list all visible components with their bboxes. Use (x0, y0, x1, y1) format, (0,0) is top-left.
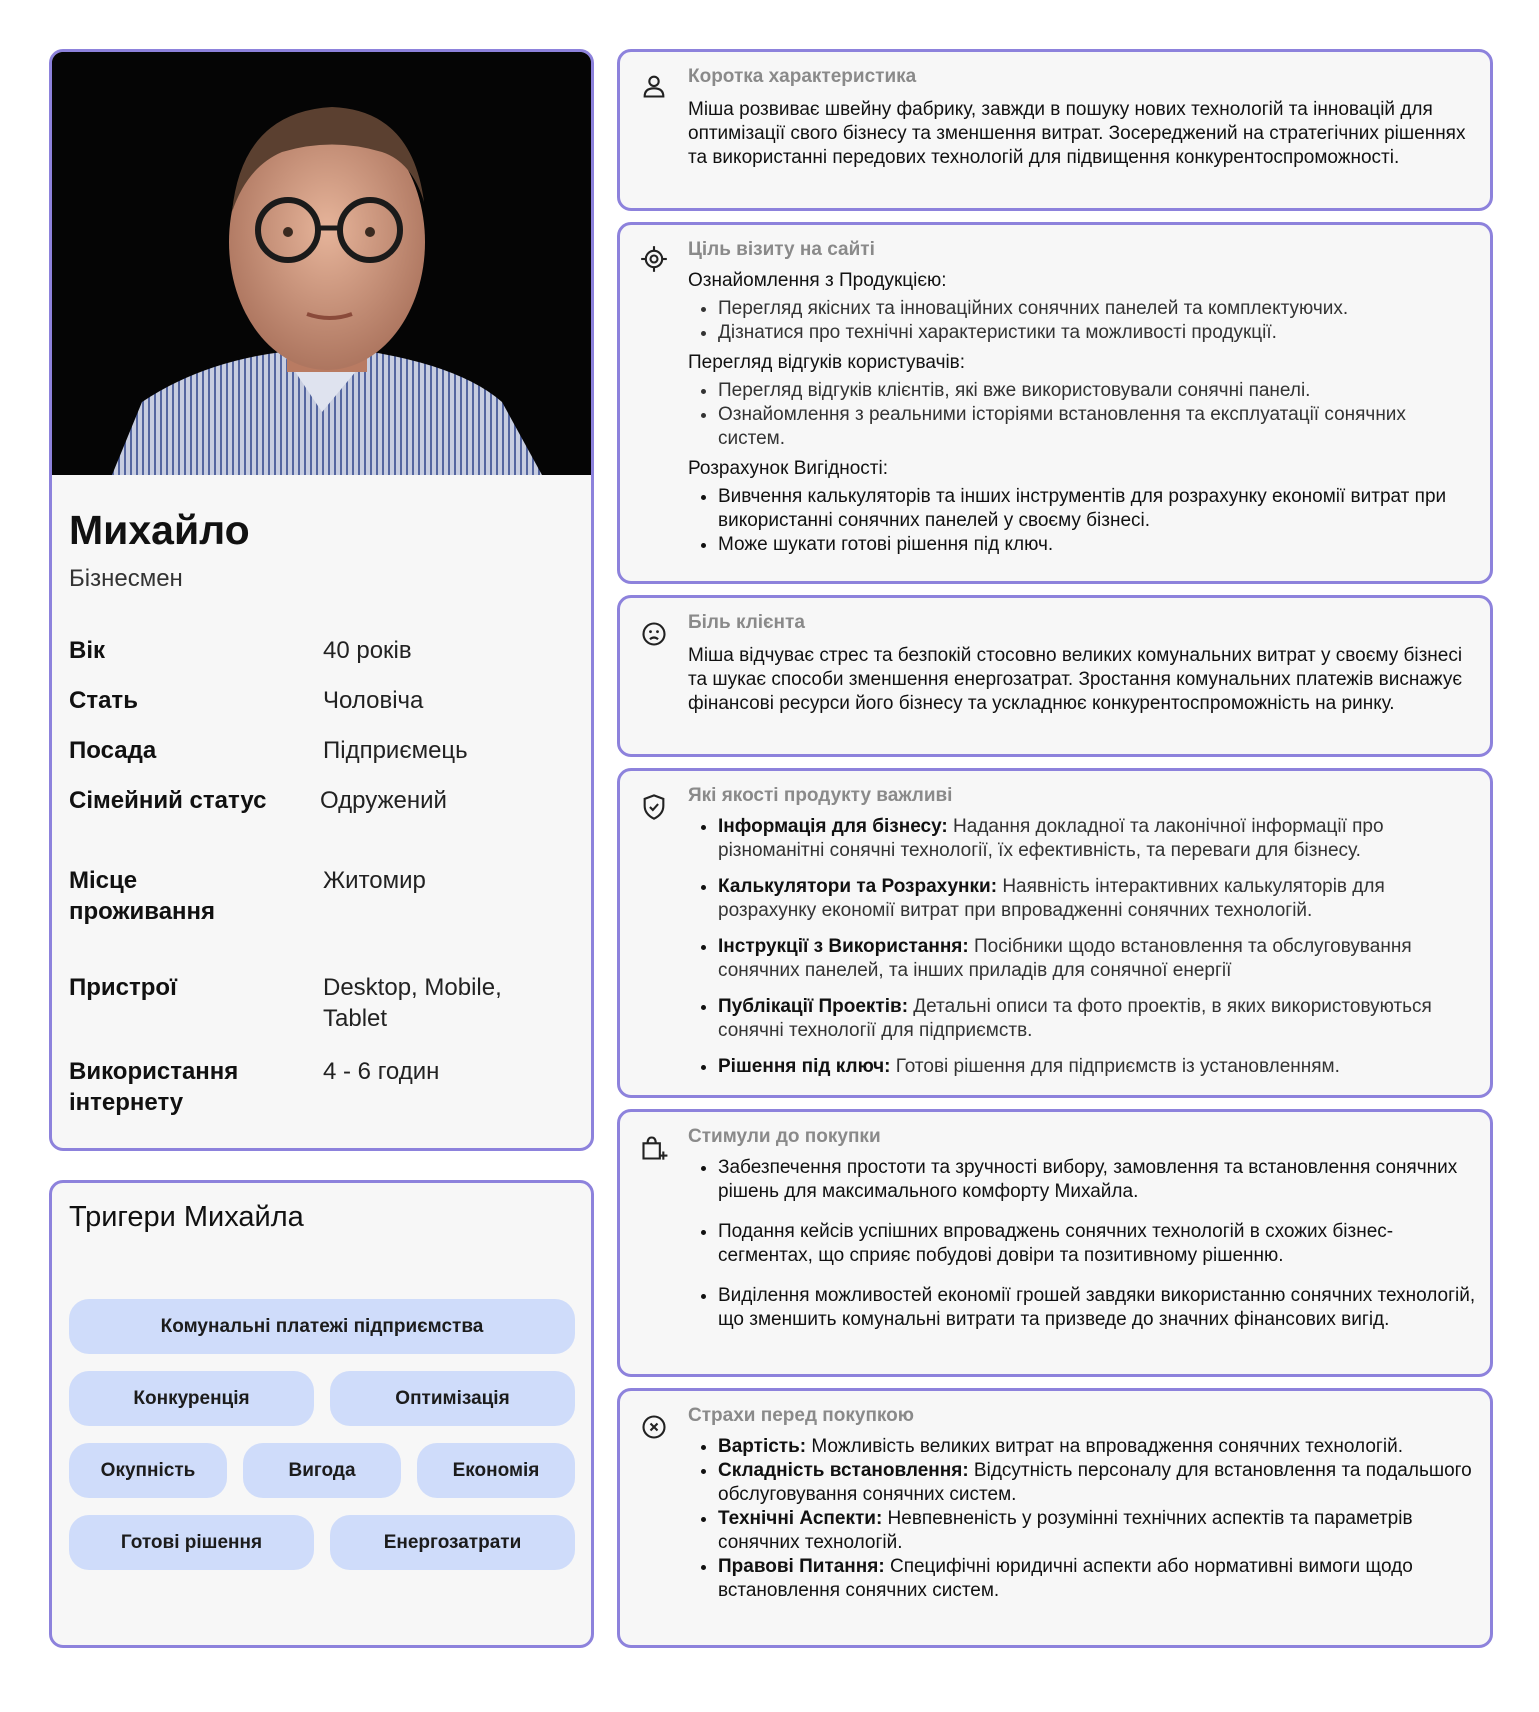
visit-goal-content (688, 269, 1478, 557)
triggers-card (49, 1180, 594, 1648)
shopping-bag-plus-icon (640, 1134, 668, 1162)
residence-label: Місце проживання (69, 867, 216, 925)
goal-group-heading: Ознайомлення з Продукцією: (688, 270, 947, 291)
devices-label: Пристрої (69, 974, 177, 1001)
list-item: • Перегляд відгуків клієнтів, які вже використовували сонячні панелі. (718, 379, 1478, 403)
visit-goal-title: Ціль візиту на сайті (688, 239, 875, 260)
position-value: Підприємець (323, 737, 468, 764)
persona-role: Бізнесмен (69, 565, 183, 592)
goal-group-heading: Розрахунок Вигідності: (688, 458, 888, 479)
residence-value: Житомир (323, 867, 426, 894)
pain-title: Біль клієнта (688, 612, 805, 633)
trigger-tag: Готові рішення (69, 1515, 314, 1570)
fears-list (688, 1435, 1478, 1603)
age-label: Вік (69, 637, 106, 664)
summary-text: Міша розвиває швейну фабрику, завжди в пошуку нових технологій та інновацій для оптимізації свого бізнесу та зменшення витрат. Зосереджений на стратегічних рішеннях та використанні передових технологій для підвищення конкурентоспроможності. (688, 99, 1466, 168)
list-item: • Виділення можливостей економії грошей завдяки використанню сонячних технологій, що зменшить комунальні витрати та призведе до значних фінансових вигід. (718, 1284, 1478, 1332)
marital-status-label: Сімейний статус (69, 787, 267, 814)
list-item: • Ознайомлення з реальними історіями встановлення та експлуатації сонячних систем. (718, 403, 1478, 451)
qualities-title: Які якості продукту важливі (688, 785, 953, 806)
list-item: • Подання кейсів успішних впроваджень сонячних технологій в схожих бізнес-сегментах, що сприяє побудові довіри та позитивному рішенню. (718, 1220, 1478, 1268)
list-item: • Публікації Проектів: Детальні описи та фото проектів, в яких використовуються сонячні технології для підприємств. (718, 995, 1478, 1043)
devices-value: Desktop, Mobile, Tablet (323, 974, 502, 1032)
list-item: • Технічні Аспекти: Невпевненість у розумінні технічних аспектів та параметрів сонячних технологій. (718, 1507, 1478, 1555)
trigger-tag: Окупність (69, 1443, 227, 1498)
stimuli-list (688, 1156, 1478, 1332)
profile-card (49, 49, 594, 1151)
list-item: • Вивчення калькуляторів та інших інструментів для розрахунку економії витрат при використанні сонячних панелей у своєму бізнесі. (718, 485, 1478, 533)
trigger-tag: Енергозатрати (330, 1515, 575, 1570)
trigger-tag: Конкуренція (69, 1371, 314, 1426)
product-qualities-card (617, 768, 1493, 1098)
triggers-title: Тригери Михайла (69, 1201, 304, 1233)
trigger-tag: Економія (417, 1443, 575, 1498)
gender-value: Чоловіча (323, 687, 424, 714)
list-item: • Інформація для бізнесу: Надання докладної та лаконічної інформації про різноманітні сонячні технології, їх ефективність, та переваги для бізнесу. (718, 815, 1478, 863)
list-item: • Дізнатися про технічні характеристики та можливості продукції. (718, 321, 1478, 345)
sad-face-icon (640, 620, 668, 648)
list-item: • Правові Питання: Специфічні юридичні аспекти або нормативні вимоги щодо встановлення сонячних систем. (718, 1555, 1478, 1603)
pain-card (617, 595, 1493, 757)
list-item: • Може шукати готові рішення під ключ. (718, 533, 1478, 557)
person-icon (640, 72, 668, 100)
trigger-tag: Комунальні платежі підприємства (69, 1299, 575, 1354)
x-circle-icon (640, 1413, 668, 1441)
list-item: • Складність встановлення: Відсутність персоналу для встановлення та подальшого обслуговування сонячних систем. (718, 1459, 1478, 1507)
goal-group-heading: Перегляд відгуків користувачів: (688, 352, 966, 373)
target-icon (640, 245, 668, 273)
trigger-tag: Вигода (243, 1443, 401, 1498)
pain-text: Міша відчуває стрес та безпокій стосовно великих комунальних витрат у своєму бізнесі та шукає способи зменшення енергозатрат. Зростання комунальних платежів виснажує фінансові ресурси його бізнесу та ускладнює конкурентоспроможність на ринку. (688, 645, 1463, 714)
internet-usage-label: Використання інтернету (69, 1058, 239, 1116)
internet-usage-value: 4 - 6 годин (323, 1058, 440, 1085)
list-item: • Калькулятори та Розрахунки: Наявність інтерактивних калькуляторів для розрахунку економії витрат при впровадженні сонячних технологій. (718, 875, 1478, 923)
list-item: • Рішення під ключ: Готові рішення для підприємств із установленням. (718, 1055, 1478, 1079)
shield-check-icon (640, 793, 668, 821)
trigger-tag: Оптимізація (330, 1371, 575, 1426)
age-value: 40 років (323, 637, 412, 664)
qualities-list (688, 815, 1478, 1079)
marital-status-value: Одружений (320, 787, 447, 814)
list-item: • Перегляд якісних та інноваційних сонячних панелей та комплектуючих. (718, 297, 1478, 321)
position-label: Посада (69, 737, 157, 764)
profile-photo (52, 52, 591, 475)
summary-title: Коротка характеристика (688, 66, 917, 87)
persona-name: Михайло (69, 507, 250, 553)
visit-goal-card (617, 222, 1493, 584)
list-item: • Інструкції з Використання: Посібники щодо встановлення та обслуговування сонячних панелей, та інших приладів для сонячної енергії (718, 935, 1478, 983)
list-item: • Забезпечення простоти та зручності вибору, замовлення та встановлення сонячних рішень для максимального комфорту Михайла. (718, 1156, 1478, 1204)
purchase-stimuli-card (617, 1109, 1493, 1377)
summary-card (617, 49, 1493, 211)
purchase-fears-card (617, 1388, 1493, 1648)
fears-title: Страхи перед покупкою (688, 1405, 915, 1426)
gender-label: Стать (69, 687, 138, 714)
stimuli-title: Стимули до покупки (688, 1126, 881, 1147)
list-item: • Вартість: Можливість великих витрат на впровадження сонячних технологій. (718, 1435, 1478, 1459)
